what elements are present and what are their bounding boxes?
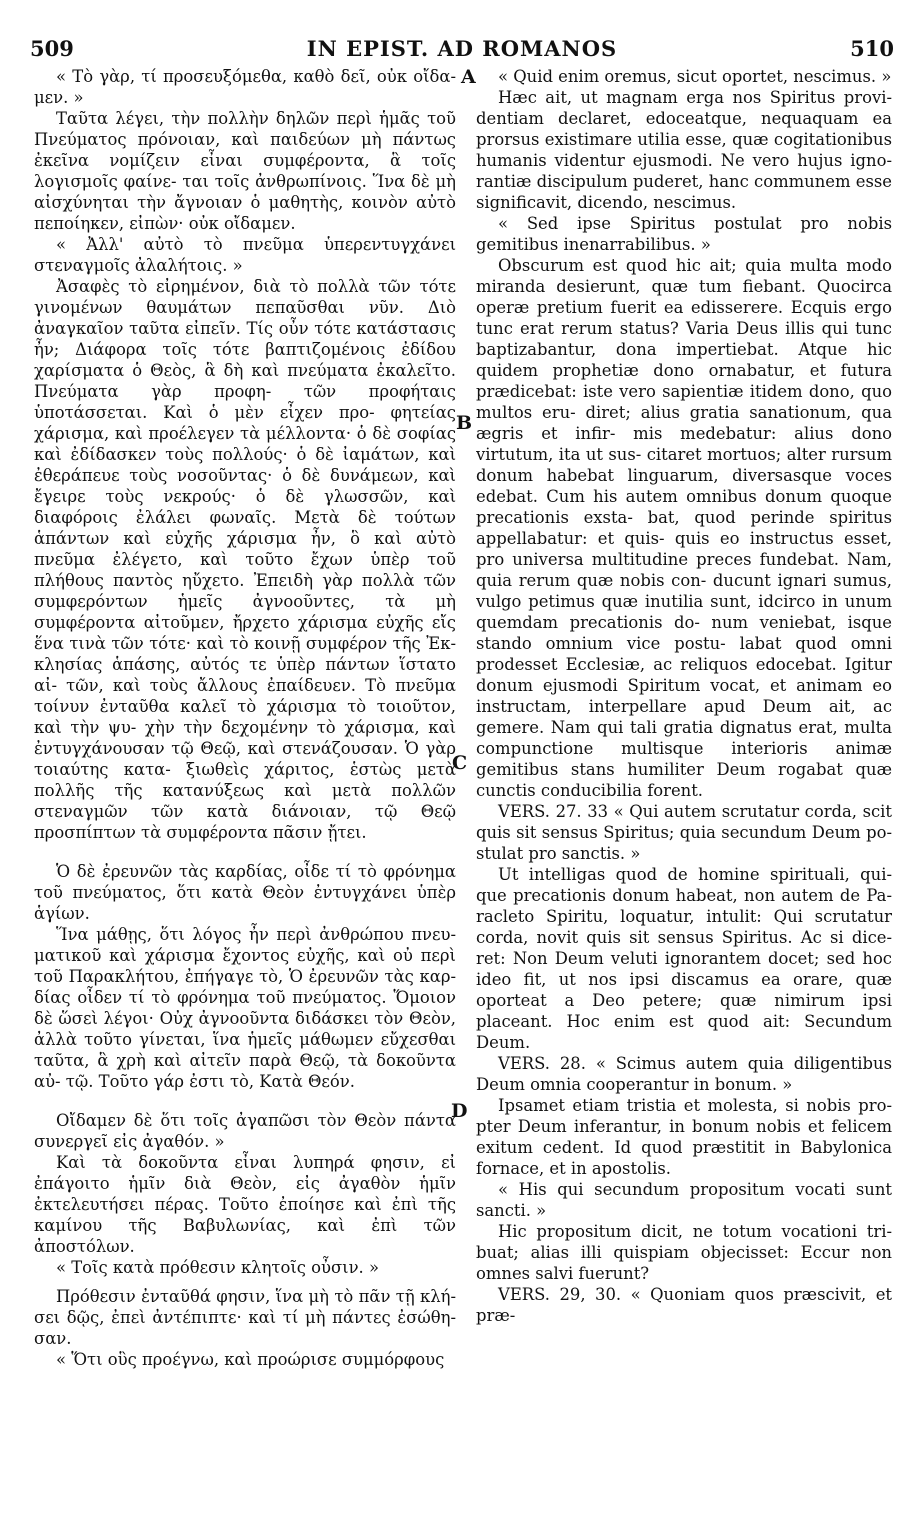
latin-lemma: « His qui secundum propositum vocati sunt sancti. »	[476, 1180, 892, 1220]
latin-paragraph: Obscurum est quod hic ait; quia multa modo miranda desierunt, quæ tum fiebant. Quocirca operæ pretium fuerit ea edisserere. Ecquis ergo tunc erat rerum status? Varia Deus illis qui tunc baptizabantur, dona impertiebat. Atque hic quidem prophetiæ dono ornabatur, et futura prædicebat: iste vero sapientiæ itidem dono, quo multos eru- diret; alius gratia sanationum, qua ægris et infir- mis medebatur: alius dono virtutum, ita ut sus- citaret mortuos; alter rursum donum habebat linguarum, diversasque voces edebat. Cum his autem omnibus donum quoque precationis exsta- bat, quod perinde spiritus appellabatur: et quis- quis eo instructus esset, pro universa multitudine preces fundebat. Nam, quia rerum quæ nobis con- ducunt ignari sumus, vulgo petimus quæ inutilia sunt, idcirco in unum quemdam precationis do- num veniebat, isque stando omnium vice postu- labat quod omni prodesset Ecclesiæ, ac reliquos edocebat. Igitur donum ejusmodi Spiritum vocat, et animam eo instructam, interpellare apud Deum ait, ac gemere. Nam qui tali gratia dignatus erat, multa compunctione multisque interioris animæ gemitibus stans humiliter Deum rogabat quæ cunctis conducibilia forent.	[476, 256, 892, 800]
latin-paragraph: Hæc ait, ut magnam erga nos Spiritus provi- dentiam declaret, edoceatque, nequaquam ea prorsus existimare utilia esse, quæ cogitationibus humanis videntur ejusmodi. Ne vero hujus igno- rantiæ discipulum puderet, hanc communem esse significavit, dicendo, nescimus.	[476, 88, 892, 212]
greek-paragraph: Ταῦτα λέγει, τὴν πολλὴν δηλῶν περὶ ἡμᾶς τοῦ Πνεύματος πρόνοιαν, καὶ παιδεύων μὴ πάντως ἐκεῖνα νομίζειν εἶναι συμφέροντα, ἃ τοῖς λογισμοῖς φαίνε- ται τοῖς ἀνθρωπίνοις. Ἵνα δὲ μὴ αἰσχύνηται τὴν ἄγνοιαν ὁ μαθητὴς, κοινὸν αὐτὸ πεποίηκεν, εἰπὼν· οὐκ οἴδαμεν.	[34, 109, 456, 233]
spacer	[34, 1092, 456, 1110]
margin-letter-c: C	[452, 752, 468, 774]
running-header	[30, 36, 894, 64]
greek-paragraph: Πρόθεσιν ἐνταῦθά φησιν, ἵνα μὴ τὸ πᾶν τῇ κλή- σει δῷς, ἐπεὶ ἀντέπιπτε· καὶ τί μὴ πάντες ἐσώθη- σαν.	[34, 1287, 456, 1348]
latin-lemma: « Sed ipse Spiritus postulat pro nobis gemitibus inenarrabilibus. »	[476, 214, 892, 254]
margin-letter-a: A	[461, 66, 476, 88]
running-title: IN EPIST. AD ROMANOS	[306, 36, 618, 61]
margin-letter-b: B	[456, 412, 473, 434]
page-number-right: 510	[850, 36, 894, 61]
latin-verse-heading: VERS. 28. « Scimus autem quia diligentibus Deum omnia cooperantur in bonum. »	[476, 1054, 892, 1094]
latin-verse-heading: VERS. 27. 33 « Qui autem scrutatur corda, scit quis sit sensus Spiritus; quia secundum Deum po- stulat pro sanctis. »	[476, 802, 892, 863]
latin-column	[476, 66, 892, 1520]
greek-lemma: Οἴδαμεν δὲ ὅτι τοῖς ἀγαπῶσι τὸν Θεὸν πάντα συνεργεῖ εἰς ἀγαθόν. »	[34, 1111, 456, 1151]
greek-paragraph: Ἵνα μάθῃς, ὅτι λόγος ἦν περὶ ἀνθρώπου πνευ- ματικοῦ καὶ χάρισμα ἔχοντος εὐχῆς, καὶ οὐ περὶ τοῦ Παρακλήτου, ἐπήγαγε τὸ, Ὁ ἐρευνῶν τὰς καρ- δίας οἶδεν τί τὸ φρόνημα τοῦ πνεύματος. Ὅμοιον δὲ ὥσεὶ λέγοι· Οὐχ ἀγνοοῦντα διδάσκει τὸν Θεὸν, ἀλλὰ τοῦτο γίνεται, ἵνα ἡμεῖς μάθωμεν εὔχεσθαι ταῦτα, ἃ χρὴ καὶ αἰτεῖν παρὰ Θεῷ, τὰ δοκοῦντα αὐ- τῷ. Τοῦτο γάρ ἐστι τὸ, Κατὰ Θεόν.	[34, 925, 456, 1091]
page-number-left: 509	[30, 36, 74, 61]
greek-paragraph: Καὶ τὰ δοκοῦντα εἶναι λυπηρά φησιν, εἰ ἐπάγοιτο ἡμῖν διὰ Θεὸν, εἰς ἀγαθὸν ἡμῖν ἐκτελευτήσει πέρας. Τοῦτο ἐποίησε καὶ ἐπὶ τῆς καμίνου τῆς Βαβυλωνίας, καὶ ἐπὶ τῶν ἀποστόλων.	[34, 1153, 456, 1256]
latin-verse-heading: VERS. 29, 30. « Quoniam quos præscivit, et præ-	[476, 1285, 892, 1325]
latin-paragraph: Ipsamet etiam tristia et molesta, si nobis pro- pter Deum inferantur, in bonum nobis et felicem exitum cedent. Id quod præstitit in Babylonica fornace, et in apostolis.	[476, 1096, 892, 1178]
latin-paragraph: Hic propositum dicit, ne totum vocationi tri- buat; alias illi quispiam objecisset: Eccur non omnes salvi fuerunt?	[476, 1222, 892, 1283]
greek-lemma: « Τοῖς κατὰ πρόθεσιν κλητοῖς οὖσιν. »	[56, 1258, 380, 1277]
greek-column	[34, 66, 456, 1520]
spacer	[34, 843, 456, 861]
spacer	[34, 1278, 456, 1286]
latin-lemma: « Quid enim oremus, sicut oportet, nescimus. »	[498, 67, 892, 86]
greek-lemma: Ὁ δὲ ἐρευνῶν τὰς καρδίας, οἶδε τί τὸ φρόνημα τοῦ πνεύματος, ὅτι κατὰ Θεὸν ἐντυγχάνει ὑπὲρ ἁγίων.	[34, 862, 456, 923]
greek-lemma: « Ὅτι οὓς προέγνω, καὶ προώρισε συμμόρφους	[56, 1350, 445, 1369]
margin-letter-d: D	[451, 1100, 468, 1122]
greek-lemma: « Τὸ γὰρ, τί προσευξόμεθα, καθὸ δεῖ, οὐκ οἴδα- μεν. »	[34, 67, 456, 107]
greek-paragraph: Ἀσαφὲς τὸ εἰρημένον, διὰ τὸ πολλὰ τῶν τότε γινομένων θαυμάτων πεπαῦσθαι νῦν. Διὸ ἀναγκαῖον ταῦτα εἰπεῖν. Τίς οὖν τότε κατάστασις ἦν; Διάφορα τοῖς τότε βαπτιζομένοις ἐδίδου χαρίσματα ὁ Θεὸς, ἃ δὴ καὶ πνεύματα ἐκαλεῖτο. Πνεύματα γὰρ προφη- τῶν προφήταις ὑποτάσσεται. Καὶ ὁ μὲν εἶχεν προ- φητείας χάρισμα, καὶ προέλεγεν τὰ μέλλοντα· ὁ δὲ σοφίας καὶ ἐδίδασκεν τοὺς πολλούς· ὁ δὲ ἰαμάτων, καὶ ἐθεράπευε τοὺς νοσοῦντας· ὁ δὲ δυνάμεων, καὶ ἔγειρε τοὺς νεκρούς· ὁ δὲ γλωσσῶν, καὶ διαφόροις ἐλάλει φωναῖς. Μετὰ δὲ τούτων ἁπάντων καὶ εὐχῆς χάρισμα ἦν, ὃ καὶ αὐτὸ πνεῦμα ἐλέγετο, καὶ τοῦτο ἔχων ὑπὲρ τοῦ πλήθους παντὸς ηὔχετο. Ἐπειδὴ γὰρ πολλὰ τῶν συμφερόντων ἡμεῖς ἀγνοοῦντες, τὰ μὴ συμφέροντα αἰτοῦμεν, ἤρχετο χάρισμα εὐχῆς εἴς ἕνα τινὰ τῶν τότε· καὶ τὸ κοινῇ συμφέρον τῆς Ἐκ- κλησίας ἁπάσης, αὐτός τε ὑπὲρ πάντων ἵστατο αἰ- τῶν, καὶ τοὺς ἄλλους ἐπαίδευεν. Τὸ πνεῦμα τοίνυν ἐνταῦθα καλεῖ τὸ χάρισμα τὸ τοιοῦτον, καὶ τὴν ψυ- χὴν τὴν δεχομένην τὸ χάρισμα, καὶ ἐντυγχάνουσαν τῷ Θεῷ, καὶ στενάζουσαν. Ὁ γὰρ τοιαύτης κατα- ξιωθεὶς χάριτος, ἑστὼς μετὰ πολλῆς τῆς κατανύξεως καὶ μετὰ πολλῶν στεναγμῶν τῶν κατὰ διάνοιαν, τῷ Θεῷ προσπίπτων τὰ συμφέροντα πᾶσιν ᾔτει.	[34, 277, 456, 842]
latin-paragraph: Ut intelligas quod de homine spirituali, qui- que precationis donum habeat, non autem de Pa- racleto Spiritu, loquatur, intulit: Qui scrutatur corda, novit quis sit sensus Spiritus. Ac si dice- ret: Non Deum veluti ignorantem docet; sed hoc ideo fit, ut nos ipsi discamus ea orare, quæ oporteat a Deo petere; quæ nimirum ipsi placeant. Hoc enim est quod ait: Secundum Deum.	[476, 865, 892, 1052]
greek-lemma: « Ἀλλ' αὐτὸ τὸ πνεῦμα ὑπερεντυγχάνει στεναγμοῖς ἀλαλήτοις. »	[34, 235, 456, 275]
